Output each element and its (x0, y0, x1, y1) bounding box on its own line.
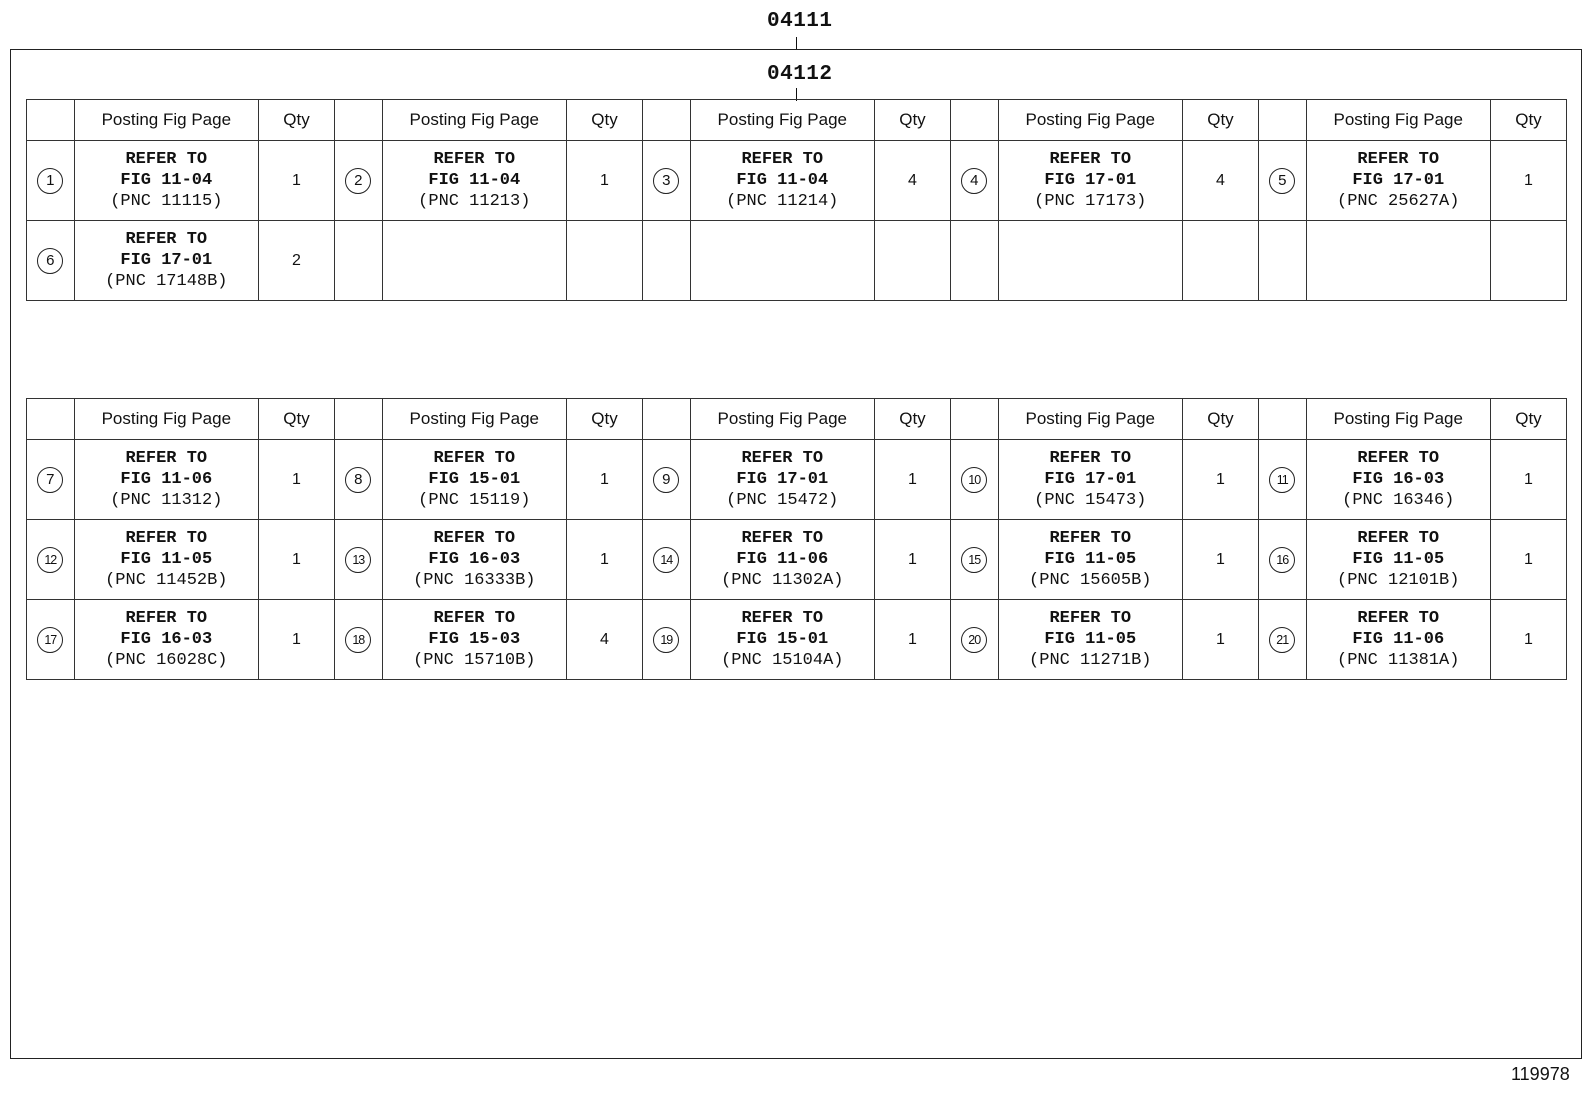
pnc-reference: (PNC 17148B) (105, 272, 228, 291)
quantity-cell: 1 (1490, 520, 1566, 600)
assembly-number-label: 04111 (767, 10, 833, 33)
reference-cell (1306, 520, 1490, 600)
refer-to-text: REFER TO (125, 529, 208, 548)
item-number-cell (642, 520, 690, 600)
quantity-cell: 1 (259, 141, 335, 221)
reference-cell (690, 221, 874, 301)
item-number-badge: 18 (345, 627, 371, 653)
figure-reference: FIG 11-06 (736, 550, 829, 569)
subassembly-number-label: 04112 (767, 63, 833, 86)
quantity-cell: 1 (1182, 520, 1258, 600)
item-number-badge: 8 (345, 467, 371, 493)
header-qty: Qty (1182, 100, 1258, 141)
pnc-reference: (PNC 17173) (1034, 192, 1147, 211)
reference-cell (998, 600, 1182, 680)
item-number-cell (642, 440, 690, 520)
table-header-row (27, 100, 1567, 141)
reference-cell (1306, 221, 1490, 301)
table-row (27, 440, 1567, 520)
quantity-cell: 1 (259, 440, 335, 520)
item-number-badge: 12 (37, 547, 63, 573)
figure-reference: FIG 17-01 (1352, 171, 1445, 190)
quantity-cell: 1 (874, 440, 950, 520)
refer-to-text: REFER TO (433, 449, 516, 468)
refer-to-text: REFER TO (1049, 529, 1132, 548)
quantity-cell: 2 (259, 221, 335, 301)
refer-to-text: REFER TO (433, 529, 516, 548)
header-fig-page: Posting Fig Page (74, 399, 258, 440)
item-number-badge: 20 (961, 627, 987, 653)
header-fig-page: Posting Fig Page (690, 100, 874, 141)
item-number-badge: 1 (37, 168, 63, 194)
pnc-reference: (PNC 12101B) (1337, 571, 1460, 590)
refer-to-text: REFER TO (741, 609, 824, 628)
header-qty: Qty (566, 100, 642, 141)
item-number-cell (950, 141, 998, 221)
item-number-badge: 6 (37, 248, 63, 274)
header-qty: Qty (259, 100, 335, 141)
figure-reference: FIG 15-01 (736, 630, 829, 649)
item-number-badge: 9 (653, 467, 679, 493)
header-qty: Qty (1182, 399, 1258, 440)
figure-reference: FIG 16-03 (1352, 470, 1445, 489)
item-number-badge: 16 (1269, 547, 1295, 573)
figure-reference: FIG 11-05 (120, 550, 213, 569)
refer-to-text: REFER TO (125, 609, 208, 628)
quantity-cell: 4 (874, 141, 950, 221)
refer-to-text: REFER TO (125, 150, 208, 169)
reference-cell (382, 520, 566, 600)
header-fig-page: Posting Fig Page (998, 399, 1182, 440)
reference-cell (998, 221, 1182, 301)
item-number-cell (27, 600, 75, 680)
table-row (27, 520, 1567, 600)
header-fig-page: Posting Fig Page (382, 100, 566, 141)
item-number-badge: 13 (345, 547, 371, 573)
figure-reference: FIG 15-01 (428, 470, 521, 489)
quantity-cell: 1 (1182, 440, 1258, 520)
figure-reference: FIG 17-01 (120, 251, 213, 270)
refer-to-text: REFER TO (741, 449, 824, 468)
header-qty: Qty (874, 100, 950, 141)
quantity-cell (874, 221, 950, 301)
item-number-cell (1258, 440, 1306, 520)
item-number-cell (334, 600, 382, 680)
refer-to-text: REFER TO (741, 150, 824, 169)
pnc-reference: (PNC 11115) (110, 192, 223, 211)
figure-reference: FIG 11-05 (1352, 550, 1445, 569)
item-number-cell (1258, 141, 1306, 221)
header-index-cell (27, 399, 75, 440)
quantity-cell: 1 (566, 520, 642, 600)
item-number-badge: 11 (1269, 467, 1295, 493)
refer-to-text: REFER TO (1049, 150, 1132, 169)
reference-cell (382, 221, 566, 301)
reference-cell (1306, 440, 1490, 520)
header-index-cell (642, 399, 690, 440)
refer-to-text: REFER TO (433, 609, 516, 628)
item-number-cell (950, 440, 998, 520)
item-number-cell (950, 600, 998, 680)
item-number-badge: 15 (961, 547, 987, 573)
header-fig-page: Posting Fig Page (998, 100, 1182, 141)
pnc-reference: (PNC 11302A) (721, 571, 844, 590)
refer-to-text: REFER TO (741, 529, 824, 548)
reference-cell (998, 141, 1182, 221)
header-qty: Qty (1490, 100, 1566, 141)
figure-reference: FIG 11-05 (1044, 630, 1137, 649)
item-number-cell (27, 440, 75, 520)
header-index-cell (950, 100, 998, 141)
figure-reference: FIG 11-06 (1352, 630, 1445, 649)
quantity-cell: 1 (1490, 141, 1566, 221)
quantity-cell: 1 (874, 520, 950, 600)
item-number-badge: 3 (653, 168, 679, 194)
reference-cell (74, 440, 258, 520)
header-fig-page: Posting Fig Page (382, 399, 566, 440)
table-row (27, 141, 1567, 221)
reference-cell (382, 440, 566, 520)
pnc-reference: (PNC 11312) (110, 491, 223, 510)
quantity-cell: 1 (566, 141, 642, 221)
item-number-badge: 4 (961, 168, 987, 194)
header-fig-page: Posting Fig Page (690, 399, 874, 440)
pnc-reference: (PNC 16333B) (413, 571, 536, 590)
reference-cell (382, 141, 566, 221)
item-number-cell (950, 221, 998, 301)
figure-reference: FIG 16-03 (120, 630, 213, 649)
pnc-reference: (PNC 15119) (418, 491, 531, 510)
pnc-reference: (PNC 25627A) (1337, 192, 1460, 211)
item-number-cell (27, 221, 75, 301)
table-row (27, 221, 1567, 301)
header-qty: Qty (874, 399, 950, 440)
quantity-cell: 1 (1182, 600, 1258, 680)
reference-cell (690, 141, 874, 221)
header-index-cell (334, 399, 382, 440)
refer-to-text: REFER TO (1357, 449, 1440, 468)
item-number-cell (334, 520, 382, 600)
refer-to-text: REFER TO (1049, 449, 1132, 468)
item-number-cell (334, 221, 382, 301)
header-fig-page: Posting Fig Page (1306, 399, 1490, 440)
header-index-cell (27, 100, 75, 141)
quantity-cell: 1 (1490, 440, 1566, 520)
item-number-badge: 21 (1269, 627, 1295, 653)
header-fig-page: Posting Fig Page (1306, 100, 1490, 141)
quantity-cell: 1 (259, 600, 335, 680)
reference-cell (690, 520, 874, 600)
document-number: 119978 (1511, 1064, 1570, 1084)
figure-reference: FIG 11-04 (736, 171, 829, 190)
reference-cell (74, 141, 258, 221)
figure-reference: FIG 17-01 (1044, 470, 1137, 489)
figure-reference: FIG 17-01 (736, 470, 829, 489)
reference-cell (382, 600, 566, 680)
pnc-reference: (PNC 11271B) (1029, 651, 1152, 670)
header-fig-page: Posting Fig Page (74, 100, 258, 141)
reference-cell (74, 520, 258, 600)
item-number-badge: 19 (653, 627, 679, 653)
quantity-cell: 1 (259, 520, 335, 600)
item-number-badge: 7 (37, 467, 63, 493)
figure-reference: FIG 11-04 (428, 171, 521, 190)
header-index-cell (334, 100, 382, 141)
item-number-cell (1258, 221, 1306, 301)
item-number-cell (334, 141, 382, 221)
item-number-cell (950, 520, 998, 600)
refer-to-text: REFER TO (1049, 609, 1132, 628)
item-number-cell (1258, 600, 1306, 680)
item-number-cell (27, 520, 75, 600)
figure-reference: FIG 16-03 (428, 550, 521, 569)
refer-to-text: REFER TO (1357, 529, 1440, 548)
reference-cell (998, 440, 1182, 520)
refer-to-text: REFER TO (433, 150, 516, 169)
header-index-cell (642, 100, 690, 141)
header-index-cell (950, 399, 998, 440)
pnc-reference: (PNC 16346) (1342, 491, 1455, 510)
table-row (27, 600, 1567, 680)
pnc-reference: (PNC 11452B) (105, 571, 228, 590)
item-number-cell (1258, 520, 1306, 600)
reference-cell (74, 600, 258, 680)
reference-cell (1306, 600, 1490, 680)
quantity-cell (1490, 221, 1566, 301)
parts-table-2 (26, 398, 1567, 680)
figure-reference: FIG 15-03 (428, 630, 521, 649)
item-number-badge: 5 (1269, 168, 1295, 194)
reference-cell (690, 600, 874, 680)
header-qty: Qty (1490, 399, 1566, 440)
item-number-badge: 2 (345, 168, 371, 194)
pnc-reference: (PNC 15473) (1034, 491, 1147, 510)
reference-cell (690, 440, 874, 520)
figure-reference: FIG 17-01 (1044, 171, 1137, 190)
pnc-reference: (PNC 16028C) (105, 651, 228, 670)
header-index-cell (1258, 100, 1306, 141)
quantity-cell: 1 (874, 600, 950, 680)
quantity-cell (566, 221, 642, 301)
refer-to-text: REFER TO (125, 230, 208, 249)
quantity-cell: 1 (566, 440, 642, 520)
header-index-cell (1258, 399, 1306, 440)
quantity-cell (1182, 221, 1258, 301)
figure-reference: FIG 11-06 (120, 470, 213, 489)
pnc-reference: (PNC 15104A) (721, 651, 844, 670)
refer-to-text: REFER TO (1357, 150, 1440, 169)
parts-table-1 (26, 99, 1567, 301)
reference-cell (74, 221, 258, 301)
item-number-badge: 14 (653, 547, 679, 573)
item-number-cell (642, 600, 690, 680)
pnc-reference: (PNC 15605B) (1029, 571, 1152, 590)
reference-cell (998, 520, 1182, 600)
header-qty: Qty (566, 399, 642, 440)
pnc-reference: (PNC 15472) (726, 491, 839, 510)
pnc-reference: (PNC 11381A) (1337, 651, 1460, 670)
quantity-cell: 4 (1182, 141, 1258, 221)
reference-cell (1306, 141, 1490, 221)
refer-to-text: REFER TO (1357, 609, 1440, 628)
figure-reference: FIG 11-05 (1044, 550, 1137, 569)
pnc-reference: (PNC 15710B) (413, 651, 536, 670)
table-header-row (27, 399, 1567, 440)
pnc-reference: (PNC 11214) (726, 192, 839, 211)
pnc-reference: (PNC 11213) (418, 192, 531, 211)
item-number-badge: 10 (961, 467, 987, 493)
refer-to-text: REFER TO (125, 449, 208, 468)
item-number-cell (27, 141, 75, 221)
item-number-cell (642, 221, 690, 301)
quantity-cell: 1 (1490, 600, 1566, 680)
figure-reference: FIG 11-04 (120, 171, 213, 190)
header-qty: Qty (259, 399, 335, 440)
item-number-badge: 17 (37, 627, 63, 653)
quantity-cell: 4 (566, 600, 642, 680)
item-number-cell (642, 141, 690, 221)
item-number-cell (334, 440, 382, 520)
